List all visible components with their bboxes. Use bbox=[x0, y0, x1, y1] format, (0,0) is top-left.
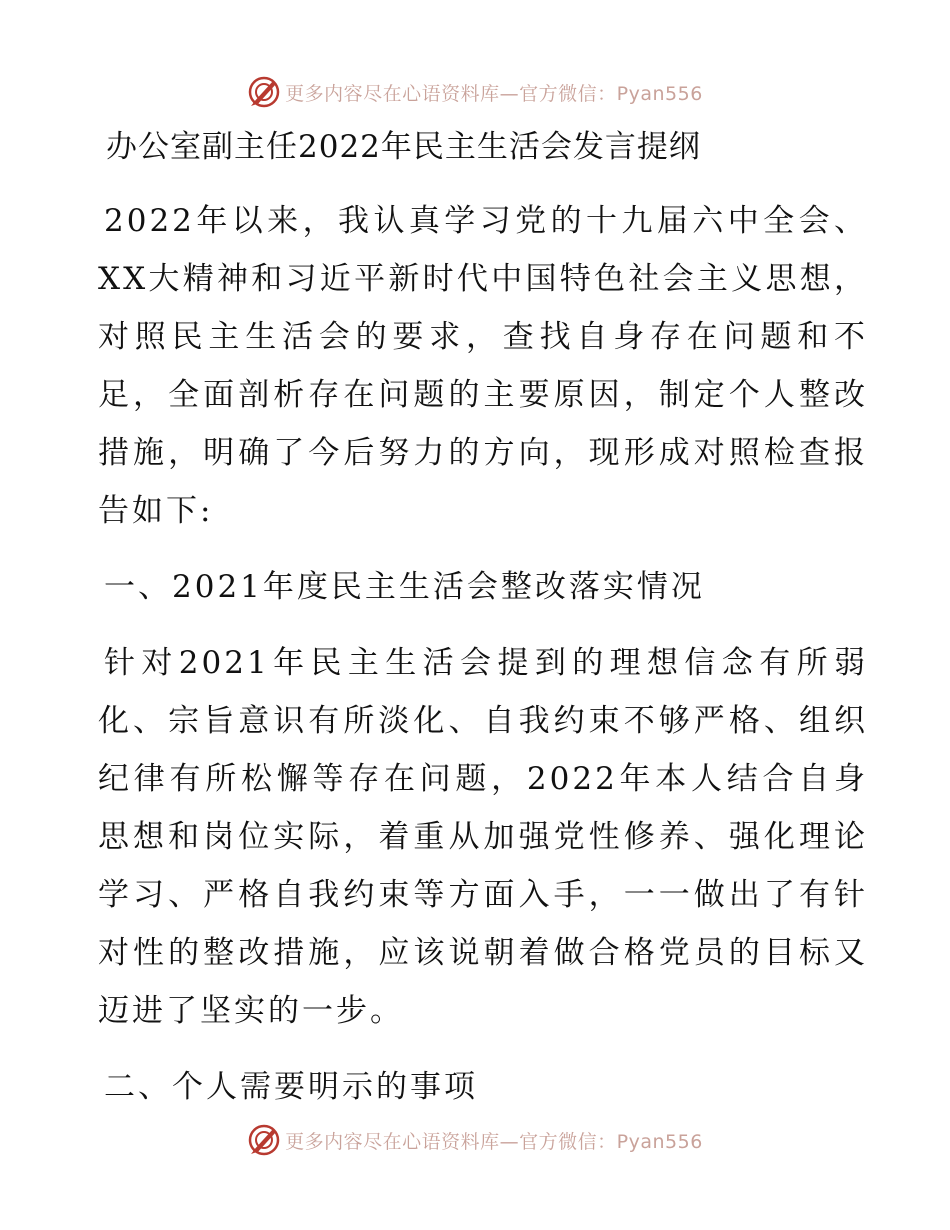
section-1-heading: 一、2021年度民主生活会整改落实情况 bbox=[104, 569, 705, 605]
section-1-paragraph: 针对2021年民主生活会提到的理想信念有所弱化、宗旨意识有所淡化、自我约束不够严格、组织纪律有所松懈等存在问题，2022年本人结合自身思想和岗位实际，着重从加强党性修养、强化理论学习、严格自我约束等方面入手，一一做出了有针对性的整改措施，应该说朝着做合格党员的目标又迈进了坚实的一步。 bbox=[98, 645, 868, 1029]
quill-pen-logo-icon bbox=[247, 1123, 281, 1157]
intro-paragraph: 2022年以来，我认真学习党的十九届六中全会、XX大精神和习近平新时代中国特色社会主义思想，对照民主生活会的要求，查找自身存在问题和不足，全面剖析存在问题的主要原因，制定个人整改措施，明确了今后努力的方向，现形成对照检查报告如下: bbox=[98, 203, 868, 529]
watermark-banner-bottom bbox=[0, 1120, 950, 1160]
section-2-heading: 二、个人需要明示的事项 bbox=[104, 1069, 478, 1105]
quill-pen-logo-icon bbox=[247, 75, 281, 109]
watermark-text: 更多内容尽在心语资料库—官方微信：Pyan556 bbox=[285, 82, 703, 105]
watermark-banner-top bbox=[0, 72, 950, 112]
watermark-text: 更多内容尽在心语资料库—官方微信：Pyan556 bbox=[285, 1130, 703, 1153]
document-body bbox=[98, 122, 868, 1116]
document-title: 办公室副主任2022年民主生活会发言提纲 bbox=[106, 129, 701, 165]
